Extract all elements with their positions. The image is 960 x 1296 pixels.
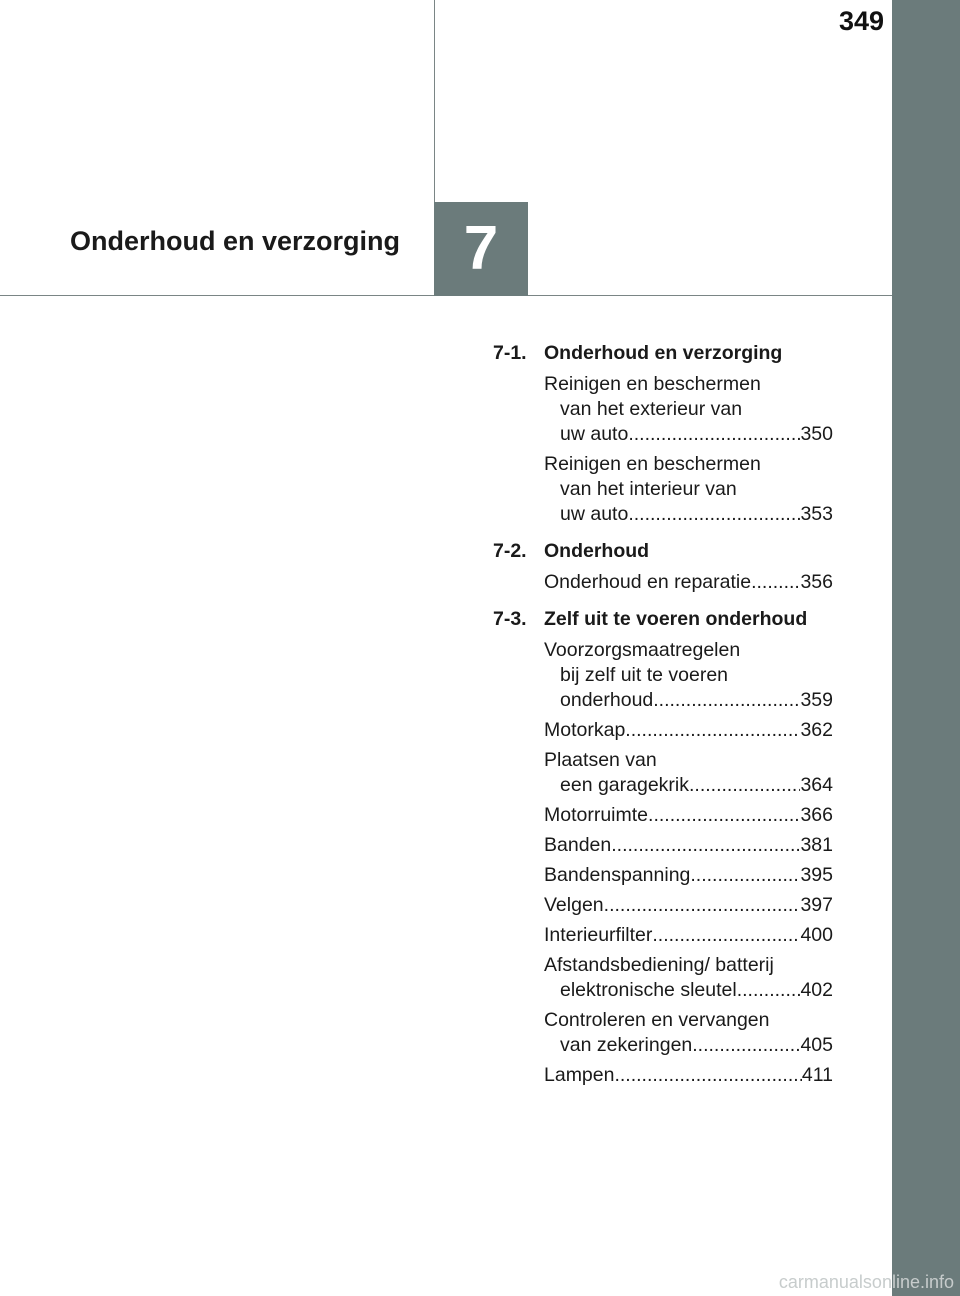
toc-page-number: 397 bbox=[800, 894, 833, 916]
toc-entry-line: Reinigen en beschermen bbox=[544, 373, 761, 395]
toc-entry[interactable] bbox=[544, 1063, 833, 1088]
toc-page-number: 400 bbox=[800, 924, 833, 946]
toc-entry-line: van het exterieur van bbox=[560, 398, 743, 420]
toc-entry[interactable] bbox=[544, 833, 833, 858]
toc-entry[interactable] bbox=[544, 803, 833, 828]
section-number: 7-2. bbox=[493, 540, 527, 562]
toc-entry[interactable] bbox=[544, 748, 833, 798]
toc-entry-title: Interieurfilter bbox=[544, 924, 653, 946]
watermark: carmanualsonline.info bbox=[778, 1272, 954, 1292]
toc-entry[interactable] bbox=[544, 372, 833, 447]
toc-entry-title: onderhoud bbox=[560, 689, 654, 711]
toc-entry-title: Onderhoud en reparatie bbox=[544, 571, 752, 593]
toc-page-number: 395 bbox=[800, 864, 833, 886]
toc-entry[interactable] bbox=[544, 638, 833, 713]
toc-page-number: 362 bbox=[800, 719, 833, 741]
toc-entry-line: bij zelf uit te voeren bbox=[560, 664, 729, 686]
toc-entry[interactable] bbox=[544, 893, 833, 918]
dot-leader bbox=[653, 688, 800, 713]
dot-leader bbox=[690, 863, 800, 888]
dot-leader bbox=[751, 570, 800, 595]
toc-entry[interactable] bbox=[544, 452, 833, 527]
section-title: Zelf uit te voeren onderhoud bbox=[544, 608, 808, 630]
toc-page-number: 405 bbox=[800, 1034, 833, 1056]
toc-entry-line: Reinigen en beschermen bbox=[544, 453, 761, 475]
toc-section bbox=[493, 606, 833, 1088]
toc-entry-title: Banden bbox=[544, 834, 612, 856]
toc-page-number: 366 bbox=[800, 804, 833, 826]
toc-entry[interactable] bbox=[544, 953, 833, 1003]
toc-page-number: 356 bbox=[800, 571, 833, 593]
toc-entry[interactable] bbox=[544, 570, 833, 595]
toc-entry[interactable] bbox=[544, 1008, 833, 1058]
toc-section bbox=[493, 538, 833, 595]
toc-entry-line: van het interieur van bbox=[560, 478, 737, 500]
toc-page-number: 381 bbox=[800, 834, 833, 856]
section-title: Onderhoud bbox=[544, 540, 650, 562]
toc-entry-title: uw auto bbox=[560, 503, 629, 525]
toc-section-heading[interactable] bbox=[493, 538, 833, 564]
chapter-number: 7 bbox=[434, 202, 528, 296]
toc-entry-title: elektronische sleutel bbox=[560, 979, 737, 1001]
toc-page-number: 402 bbox=[800, 979, 833, 1001]
toc-entry-title: een garagekrik bbox=[560, 774, 689, 796]
dot-leader bbox=[614, 1063, 801, 1088]
toc-entry-title: uw auto bbox=[560, 423, 629, 445]
toc-page-number: 411 bbox=[801, 1064, 833, 1086]
chapter-title: Onderhoud en verzorging bbox=[70, 226, 401, 256]
dot-leader bbox=[611, 833, 800, 858]
page-number: 349 bbox=[838, 6, 884, 36]
dot-leader bbox=[692, 1033, 800, 1058]
toc-entry-line: Voorzorgsmaatregelen bbox=[544, 639, 741, 661]
toc-entry-title: van zekeringen bbox=[560, 1034, 693, 1056]
dot-leader bbox=[625, 718, 800, 743]
toc-entry[interactable] bbox=[544, 923, 833, 948]
toc-entry[interactable] bbox=[544, 863, 833, 888]
section-number: 7-1. bbox=[493, 342, 527, 364]
toc-entry-line: Plaatsen van bbox=[544, 749, 657, 771]
toc-entry-title: Bandenspanning bbox=[544, 864, 691, 886]
dot-leader bbox=[737, 978, 801, 1003]
dot-leader bbox=[604, 893, 801, 918]
dot-leader bbox=[628, 422, 800, 447]
toc-section-heading[interactable] bbox=[493, 340, 833, 366]
toc-page-number: 353 bbox=[800, 503, 833, 525]
toc-entry-line: Controleren en vervangen bbox=[544, 1009, 770, 1031]
dot-leader bbox=[689, 773, 800, 798]
toc-page-number: 359 bbox=[800, 689, 833, 711]
toc-section-heading[interactable] bbox=[493, 606, 833, 632]
table-of-contents bbox=[493, 340, 833, 1099]
toc-entry-line: Afstandsbediening/ batterij bbox=[544, 954, 774, 976]
side-tab-bar bbox=[892, 0, 960, 1296]
toc-entry[interactable] bbox=[544, 718, 833, 743]
toc-entry-title: Velgen bbox=[544, 894, 604, 916]
toc-entry-title: Motorkap bbox=[544, 719, 626, 741]
section-title: Onderhoud en verzorging bbox=[544, 342, 783, 364]
dot-leader bbox=[652, 923, 800, 948]
toc-page-number: 350 bbox=[800, 423, 833, 445]
dot-leader bbox=[628, 502, 800, 527]
toc-page-number: 364 bbox=[800, 774, 833, 796]
dot-leader bbox=[648, 803, 800, 828]
toc-entry-title: Motorruimte bbox=[544, 804, 649, 826]
section-number: 7-3. bbox=[493, 608, 527, 630]
toc-entry-title: Lampen bbox=[544, 1064, 615, 1086]
toc-section bbox=[493, 340, 833, 527]
